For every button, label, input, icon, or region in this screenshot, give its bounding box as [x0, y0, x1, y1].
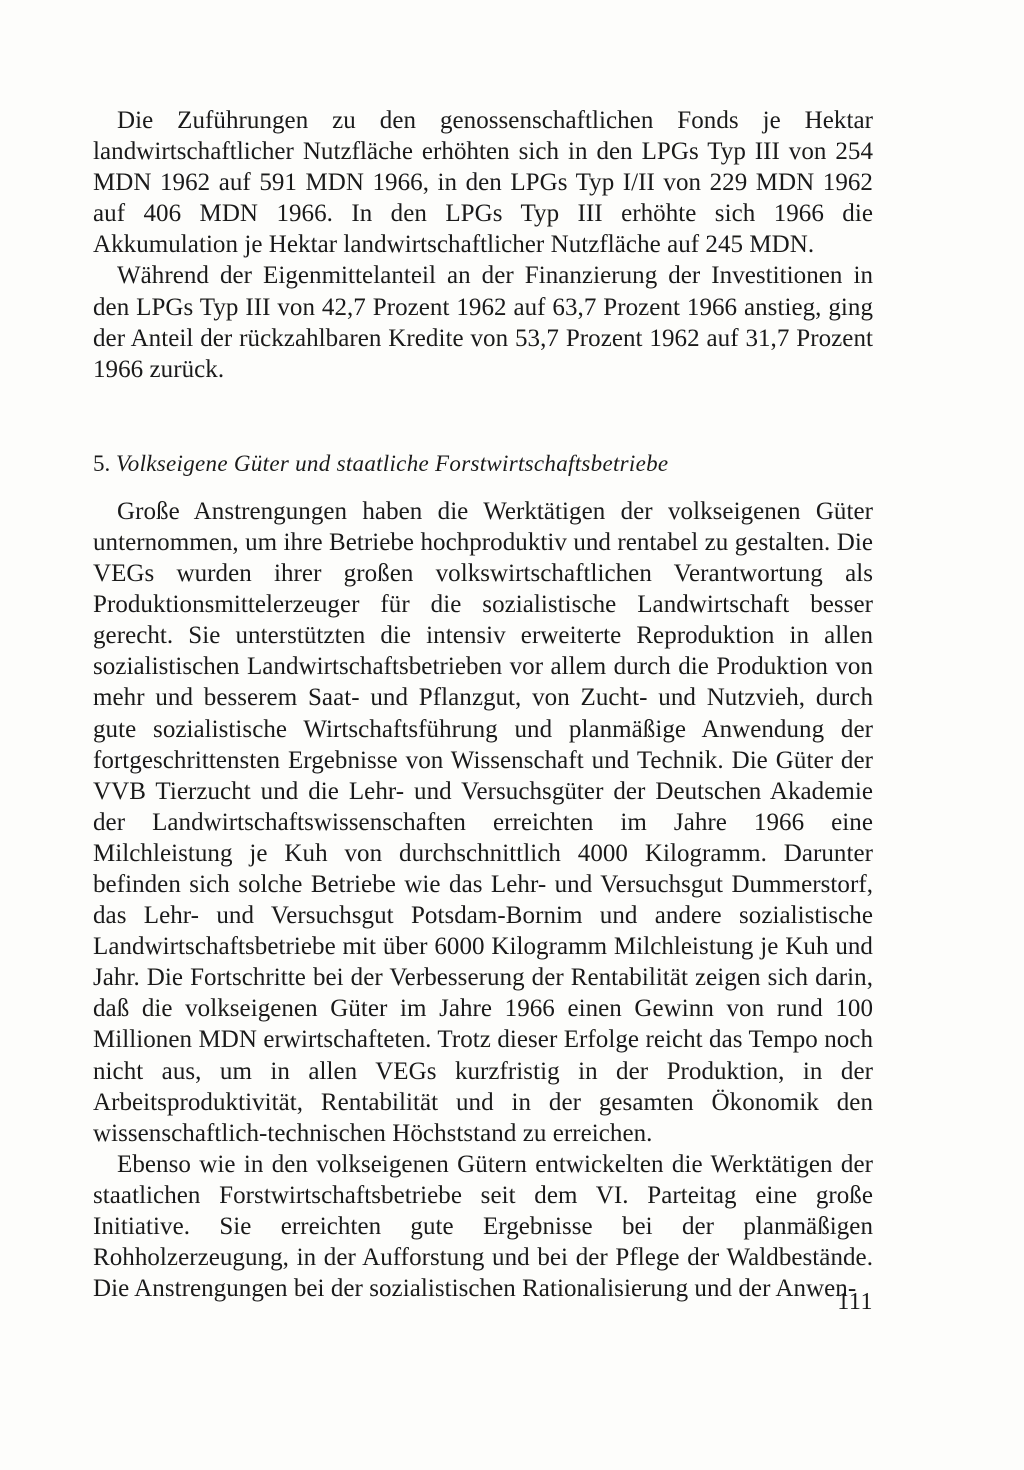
paragraph-forestry: Ebenso wie in den volkseigenen Gütern entwickelten die Werktätigen der staatlichen Forstwirtschaftsbetriebe seit dem VI. Parteitag eine große Initiative. Sie erreichten gute Ergebnisse bei der planmäßigen Rohholzerzeugung, in der Aufforstung und bei der Pflege der Waldbestände. Die Anstrengungen bei der sozialistischen Rationalisierung und der Anwen- — [93, 1150, 873, 1303]
book-page — [93, 105, 873, 1315]
page-number: 111 — [837, 1289, 873, 1315]
section-title: Volkseigene Güter und staatliche Forstwirtschaftsbetriebe — [116, 450, 669, 476]
paragraph-veg: Große Anstrengungen haben die Werktätigen der volkseigenen Güter unternommen, um ihre Betriebe hochproduktiv und rentabel zu gestalten. Die VEGs wurden ihrer großen volkswirtschaftlichen Verantwortung als Produktionsmittelerzeuger für die sozialistische Landwirtschaft besser gerecht. Sie unterstützten die intensiv erweiterte Reproduktion in allen sozialistischen Landwirtschaftsbetrieben vor allem durch die Produktion von mehr und besserem Saat- und Pflanzgut, von Zucht- und Nutzvieh, durch gute sozialistische Wirtschaftsführung und planmäßige Anwendung der fortgeschrittensten Ergebnisse von Wissenschaft und Technik. Die Güter der VVB Tierzucht und die Lehr- und Versuchsgüter der Deutschen Akademie der Landwirtschaftswissenschaften erreichten im Jahre 1966 eine Milchleistung je Kuh von durchschnittlich 4000 Kilogramm. Darunter befinden sich solche Betriebe wie das Lehr- und Versuchsgut Dummerstorf, das Lehr- und Versuchsgut Potsdam-Bornim und andere sozialistische Landwirtschaftsbetriebe mit über 6000 Kilogramm Milchleistung je Kuh und Jahr. Die Fortschritte bei der Verbesserung der Rentabilität zeigen sich darin, daß die volkseigenen Güter im Jahre 1966 einen Gewinn von rund 100 Millionen MDN erwirtschafteten. Trotz dieser Erfolge reicht das Tempo noch nicht aus, um in allen VEGs kurzfristig in der Produktion, in der Arbeitsproduktivität, Rentabilität und in der gesamten Ökonomik den wissenschaftlich-technischen Höchststand zu erreichen. — [93, 497, 873, 1147]
section-heading — [93, 448, 873, 479]
paragraph-funds: Die Zuführungen zu den genossenschaftlichen Fonds je Hektar landwirtschaftlicher Nutzfläche erhöhten sich in den LPGs Typ III von 254 MDN 1962 auf 591 MDN 1966, in den LPGs Typ I/II von 229 MDN 1962 auf 406 MDN 1966. In den LPGs Typ III erhöhte sich 1966 die Akkumulation je Hektar landwirtschaftlicher Nutzfläche auf 245 MDN. — [93, 107, 873, 259]
paragraph-investments: Während der Eigenmittelanteil an der Finanzierung der Investitionen in den LPGs Typ III von 42,7 Prozent 1962 auf 63,7 Prozent 1966 anstieg, ging der Anteil der rückzahlbaren Kredite von 53,7 Prozent 1962 auf 31,7 Prozent 1966 zurück. — [93, 262, 873, 383]
section-number: 5. — [93, 450, 111, 476]
